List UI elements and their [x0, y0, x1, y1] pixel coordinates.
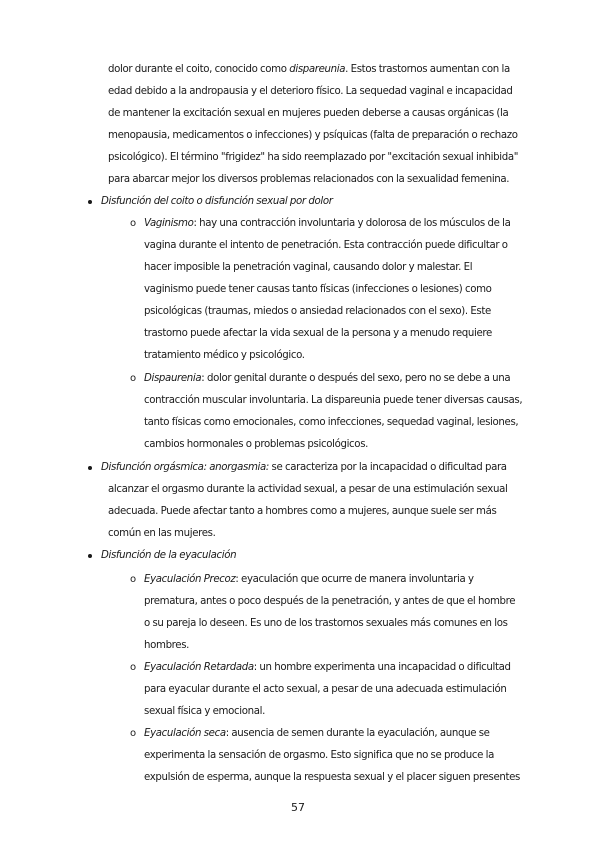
orgasmica-line-1: Disfunción orgásmica: anorgasmia: se caracteriza por la incapacidad o dificultad para — [101, 462, 507, 473]
intro-line-3: de mantener la excitación sexual en mujeres pueden deberse a causas orgánicas (la — [108, 108, 509, 119]
dispaurenia-line-3: tanto físicas como emocionales, como infecciones, sequedad vaginal, lesiones, — [144, 417, 519, 428]
seca-line-1: Eyaculación seca: ausencia de semen durante la eyaculación, aunque se — [144, 728, 490, 739]
dispaurenia-line-1: Dispaurenia: dolor genital durante o después del sexo, pero no se debe a una — [144, 373, 511, 384]
bullet-icon — [88, 554, 92, 558]
vaginismo-line-1: Vaginismo: hay una contracción involuntaria y dolorosa de los músculos de la — [144, 218, 511, 229]
retardada-line-1: Eyaculación Retardada: un hombre experimenta una incapacidad o dificultad — [144, 662, 511, 673]
circle-bullet-icon: o — [130, 728, 137, 739]
intro-line-1: dolor durante el coito, conocido como dispareunia. Estos trastornos aumentan con la — [108, 64, 510, 75]
circle-bullet-icon: o — [130, 218, 137, 229]
orgasmica-line-4: común en las mujeres. — [108, 528, 216, 539]
retardada-line-2: para eyacular durante el acto sexual, a pesar de una adecuada estimulación — [144, 684, 507, 695]
vaginismo-line-4: vaginismo puede tener causas tanto físicas (infecciones o lesiones) como — [144, 284, 492, 295]
intro-line-4: menopausia, medicamentos o infecciones) y psíquicas (falta de preparación o rechazo — [108, 130, 518, 141]
orgasmica-line-2: alcanzar el orgasmo durante la actividad sexual, a pesar de una estimulación sexual — [108, 484, 508, 495]
intro-line-5: psicológico). El término "frigidez" ha sido reemplazado por "excitación sexual inhibida" — [108, 152, 519, 163]
vaginismo-line-5: psicológicas (traumas, miedos o ansiedad relacionados con el sexo). Este — [144, 306, 491, 317]
heading-dolor: Disfunción del coito o disfunción sexual por dolor — [101, 196, 333, 207]
heading-eyaculacion: Disfunción de la eyaculación — [101, 550, 237, 561]
orgasmica-line-3: adecuada. Puede afectar tanto a hombres como a mujeres, aunque suele ser más — [108, 506, 497, 517]
dispaurenia-line-2: contracción muscular involuntaria. La dispareunia puede tener diversas causas, — [144, 395, 523, 406]
precoz-line-1: Eyaculación Precoz: eyaculación que ocurre de manera involuntaria y — [144, 574, 474, 585]
intro-line-2: edad debido a la andropausia y el deterioro físico. La sequedad vaginal e incapacidad — [108, 86, 513, 97]
precoz-line-3: o su pareja lo deseen. Es uno de los trastornos sexuales más comunes en los — [144, 618, 508, 629]
page-number: 57 — [291, 801, 305, 814]
vaginismo-line-2: vagina durante el intento de penetración. Esta contracción puede dificultar o — [144, 240, 508, 251]
seca-line-3: expulsión de esperma, aunque la respuesta sexual y el placer siguen presentes — [144, 772, 520, 783]
dispaurenia-line-4: cambios hormonales o problemas psicológicos. — [144, 439, 369, 450]
seca-line-2: experimenta la sensación de orgasmo. Esto significa que no se produce la — [144, 750, 494, 761]
precoz-line-2: prematura, antes o poco después de la penetración, y antes de que el hombre — [144, 596, 516, 607]
bullet-icon — [88, 200, 92, 204]
circle-bullet-icon: o — [130, 574, 137, 585]
retardada-line-3: sexual física y emocional. — [144, 706, 265, 717]
vaginismo-line-3: hacer imposible la penetración vaginal, causando dolor y malestar. El — [144, 262, 473, 273]
circle-bullet-icon: o — [130, 373, 137, 384]
intro-line-6: para abarcar mejor los diversos problemas relacionados con la sexualidad femenina. — [108, 174, 510, 185]
vaginismo-line-6: trastorno puede afectar la vida sexual de la persona y a menudo requiere — [144, 328, 492, 339]
circle-bullet-icon: o — [130, 662, 137, 673]
bullet-icon — [88, 466, 92, 470]
precoz-line-4: hombres. — [144, 640, 190, 651]
vaginismo-line-7: tratamiento médico y psicológico. — [144, 350, 305, 361]
